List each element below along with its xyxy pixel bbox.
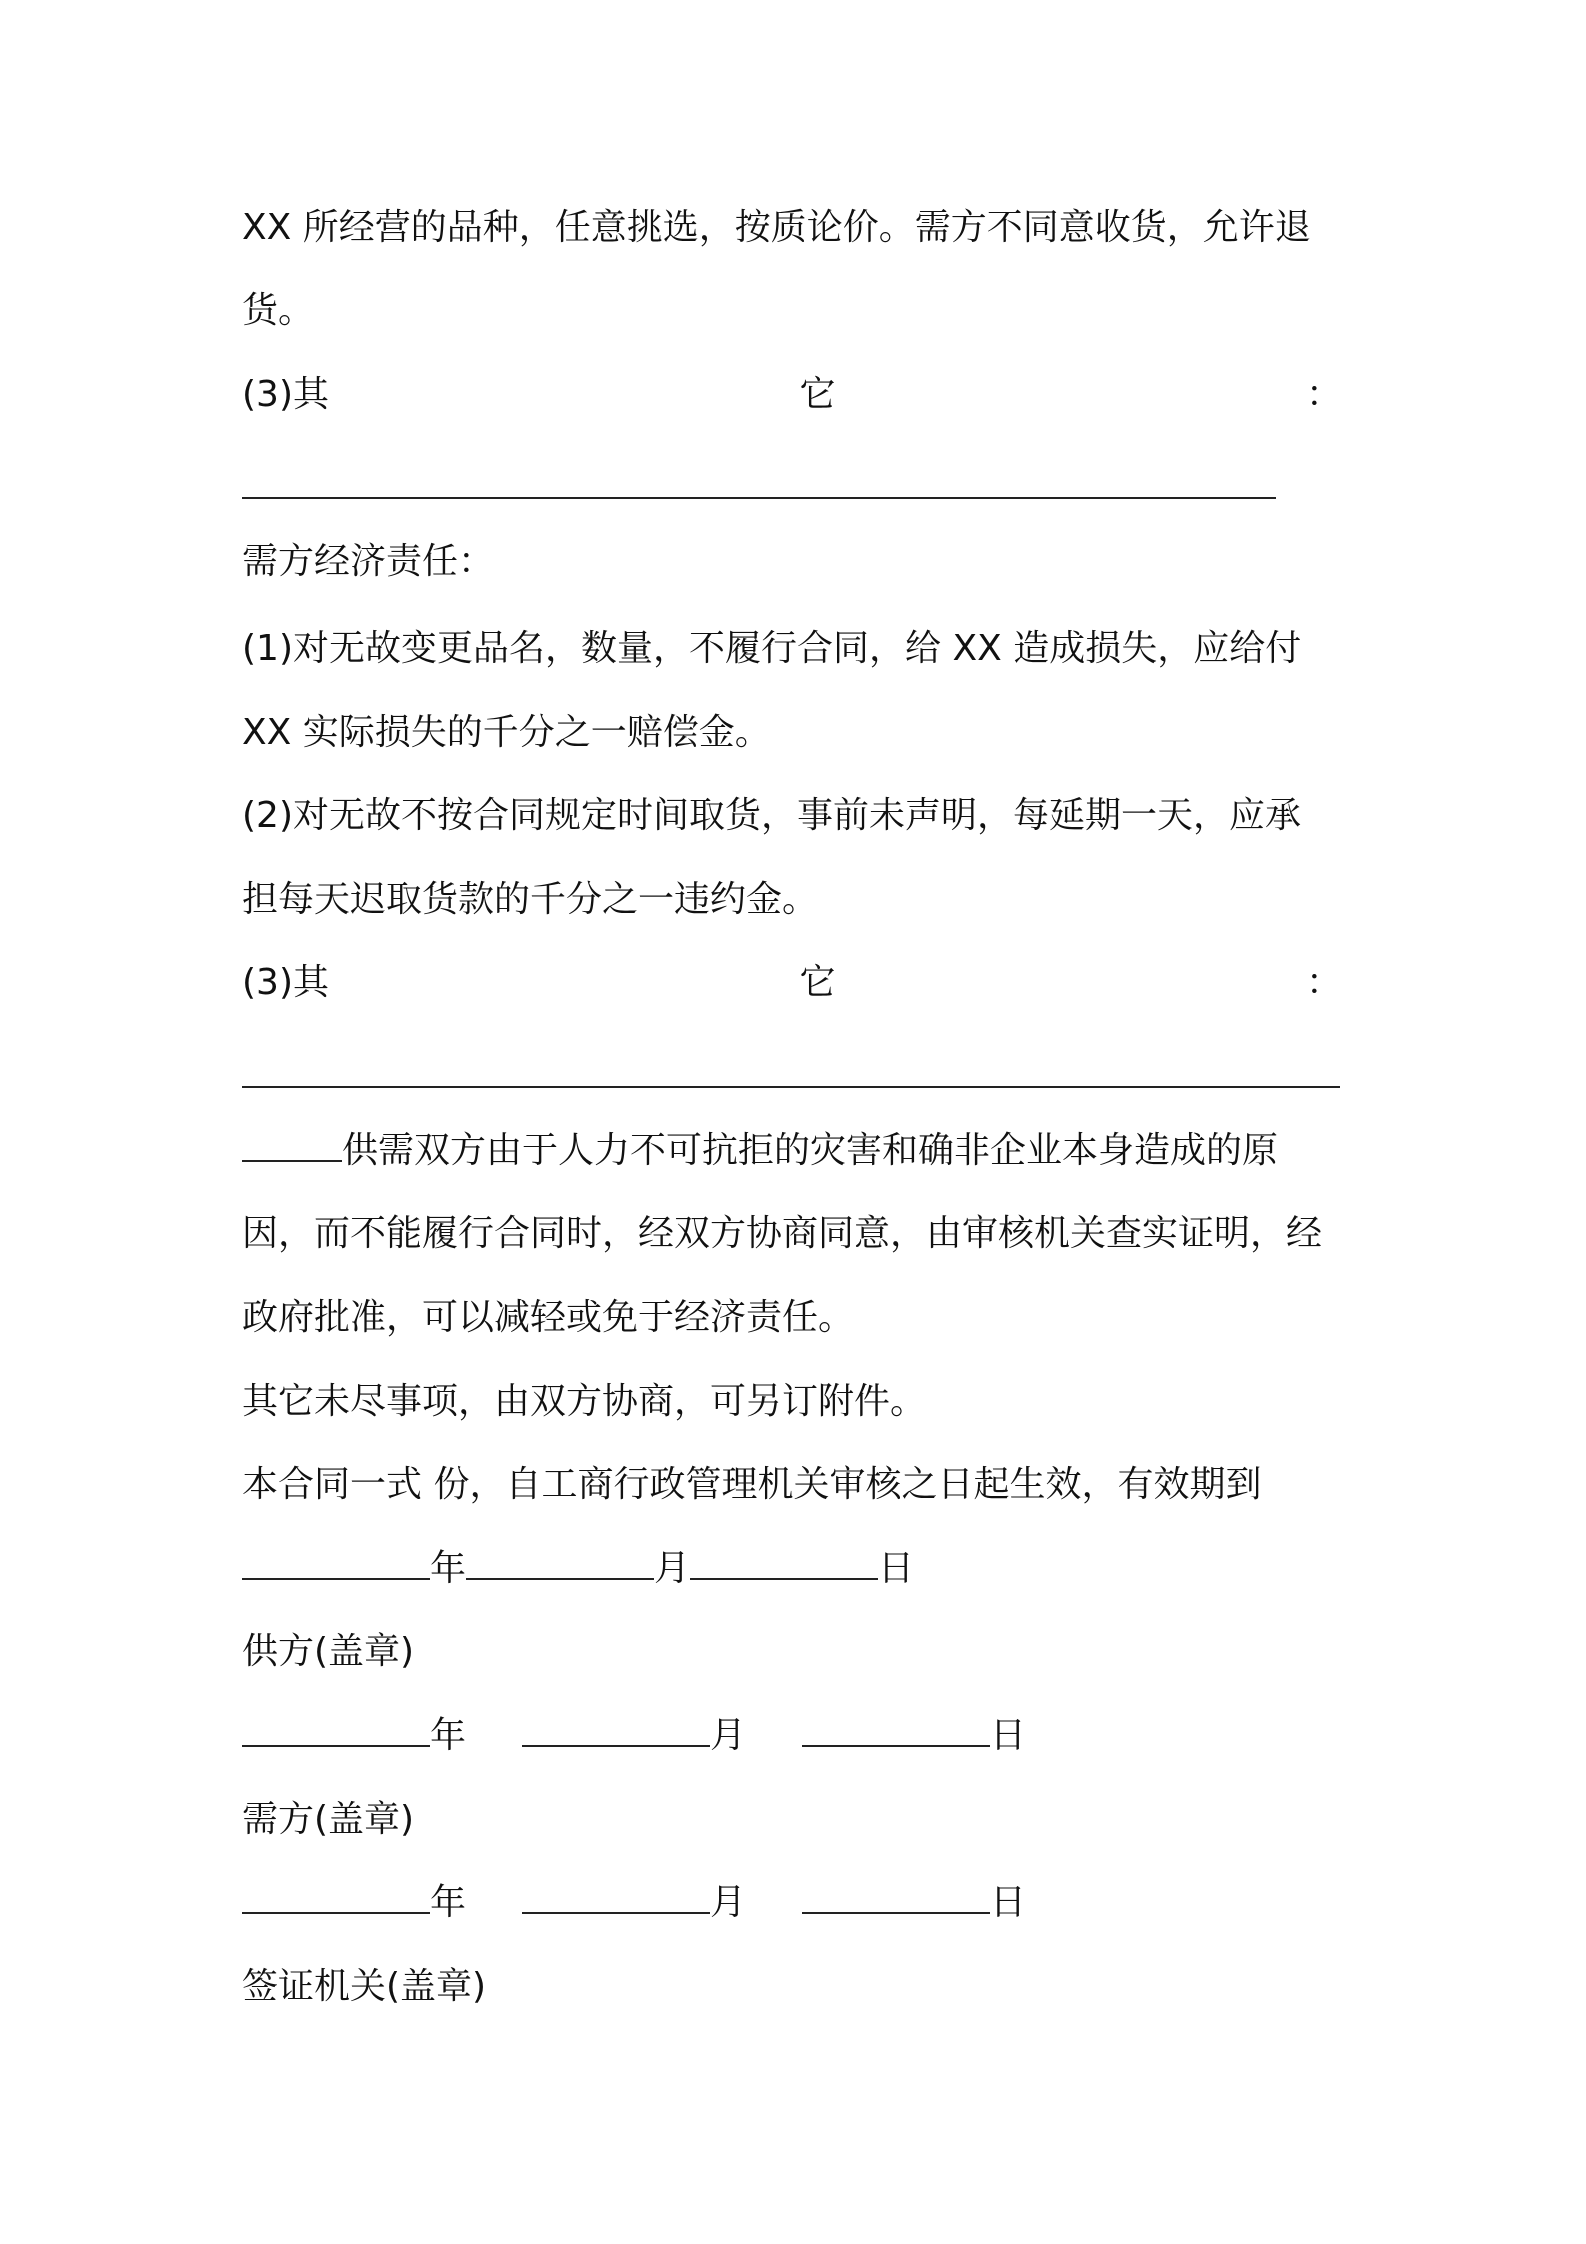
day-blank[interactable]: [802, 1878, 990, 1914]
clause-text: XX 实际损失的千分之一赔偿金。: [242, 712, 771, 753]
label: ：: [1305, 374, 1342, 415]
label: 它: [799, 962, 836, 1003]
demand-other-line: [242, 958, 1342, 1008]
clause-text: 供需双方由于人力不可抗拒的灾害和确非企业本身造成的原: [342, 1130, 1279, 1171]
month-label: 月: [710, 1715, 747, 1756]
clause-text: 其它未尽事项，由双方协商，可另订附件。: [242, 1381, 927, 1422]
year-blank[interactable]: [242, 1878, 430, 1914]
year-label: 年: [430, 1548, 467, 1589]
validity-date: [242, 1544, 1358, 1594]
demand-seal: 需方(盖章): [242, 1799, 415, 1840]
month-label: 月: [654, 1548, 691, 1589]
day-label: 日: [878, 1548, 915, 1589]
year-blank[interactable]: [242, 1711, 430, 1747]
force-majeure-line: [242, 1126, 1358, 1176]
day-blank[interactable]: [802, 1711, 990, 1747]
year-label: 年: [430, 1715, 467, 1756]
day-label: 日: [990, 1882, 1027, 1923]
fill-in-blank[interactable]: [242, 1086, 1340, 1088]
month-blank[interactable]: [522, 1878, 710, 1914]
clause-text: 货。: [242, 290, 315, 331]
year-label: 年: [430, 1882, 467, 1923]
fill-in-blank[interactable]: [242, 1126, 342, 1162]
label: ：: [1305, 962, 1342, 1003]
supplier-date: [242, 1711, 1358, 1761]
year-blank[interactable]: [242, 1544, 430, 1580]
day-label: 日: [990, 1715, 1027, 1756]
day-blank[interactable]: [690, 1544, 878, 1580]
month-blank[interactable]: [522, 1711, 710, 1747]
demand-date: [242, 1878, 1358, 1928]
supplier-seal: 供方(盖章): [242, 1631, 415, 1672]
month-blank[interactable]: [466, 1544, 654, 1580]
clause-text: 担每天迟取货款的千分之一违约金。: [242, 879, 819, 920]
supplier-other-line: [242, 370, 1342, 420]
clause-text: XX 所经营的品种，任意挑选，按质论价。需方不同意收货，允许退: [242, 207, 1311, 248]
label: (3)其: [242, 962, 329, 1003]
label: 它: [799, 374, 836, 415]
label: (3)其: [242, 374, 329, 415]
clause-text: 政府批准，可以减轻或免于经济责任。: [242, 1297, 855, 1338]
fill-in-blank[interactable]: [242, 497, 1276, 499]
certification-seal: 签证机关(盖章): [242, 1966, 487, 2007]
clause-text: (2)对无故不按合同规定时间取货，事前未声明，每延期一天，应承: [242, 795, 1301, 836]
clause-text: 因，而不能履行合同时，经双方协商同意，由审核机关查实证明，经: [242, 1213, 1323, 1254]
clause-text: 本合同一式 份，自工商行政管理机关审核之日起生效，有效期到: [242, 1464, 1262, 1505]
section-heading: 需方经济责任：: [242, 541, 495, 582]
month-label: 月: [710, 1882, 747, 1923]
clause-text: (1)对无故变更品名，数量，不履行合同，给 XX 造成损失，应给付: [242, 628, 1302, 669]
